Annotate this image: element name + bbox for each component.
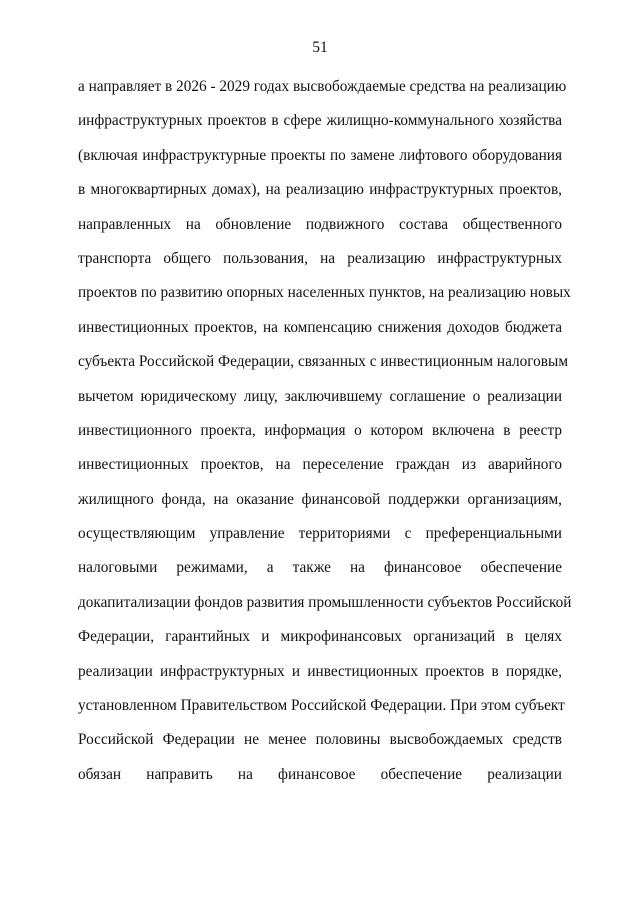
text-line: жилищного фонда, на оказание финансовой поддержки организациям, bbox=[78, 490, 562, 508]
body-text bbox=[78, 70, 572, 792]
text-line: установленном Правительством Российской Федерации. При этом субъект bbox=[78, 697, 565, 715]
text-line: осуществляющим управление территориями с преференциальными bbox=[78, 525, 562, 543]
text-line: проектов по развитию опорных населенных пунктов, на реализацию новых bbox=[78, 284, 571, 302]
text-line: инвестиционных проектов, на переселение граждан из аварийного bbox=[78, 456, 562, 474]
text-line: в многоквартирных домах), на реализацию инфраструктурных проектов, bbox=[78, 181, 562, 199]
text-line: а направляет в 2026 - 2029 годах высвобождаемые средства на реализацию bbox=[78, 78, 567, 95]
text-line: вычетом юридическому лицу, заключившему соглашение о реализации bbox=[78, 387, 562, 405]
text-line: транспорта общего пользования, на реализацию инфраструктурных bbox=[78, 249, 562, 267]
text-line: реализации инфраструктурных и инвестиционных проектов в порядке, bbox=[78, 662, 562, 680]
text-line: обязан направить на финансовое обеспечение реализации bbox=[78, 765, 562, 783]
text-line: налоговыми режимами, а также на финансовое обеспечение bbox=[78, 559, 562, 577]
text-line: инвестиционного проекта, информация о котором включена в реестр bbox=[78, 421, 562, 439]
page-number: 51 bbox=[312, 39, 328, 56]
text-line: направленных на обновление подвижного состава общественного bbox=[78, 215, 562, 233]
text-line: инфраструктурных проектов в сфере жилищно-коммунального хозяйства bbox=[78, 112, 562, 130]
text-line: (включая инфраструктурные проекты по замене лифтового оборудования bbox=[78, 146, 562, 164]
text-line: докапитализации фондов развития промышленности субъектов Российской bbox=[78, 593, 572, 611]
text-line: Российской Федерации не менее половины высвобождаемых средств bbox=[78, 731, 562, 749]
text-line: субъекта Российской Федерации, связанных с инвестиционным налоговым bbox=[78, 353, 568, 371]
text-line: Федерации, гарантийных и микрофинансовых организаций в целях bbox=[78, 628, 562, 646]
text-line: инвестиционных проектов, на компенсацию снижения доходов бюджета bbox=[78, 318, 562, 336]
